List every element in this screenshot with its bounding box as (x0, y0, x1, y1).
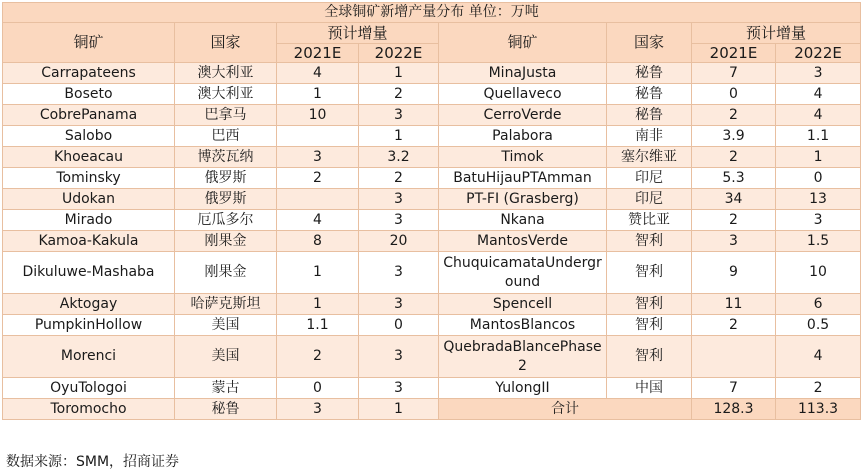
mine-name-cell: MinaJusta (439, 63, 607, 84)
value-2022-cell: 0.5 (776, 315, 861, 336)
table-row (3, 378, 861, 399)
total-2021-cell: 128.3 (692, 399, 776, 420)
value-2022-cell: 1 (359, 63, 439, 84)
value-2021-cell: 2 (277, 168, 359, 189)
value-2022-cell: 1 (359, 399, 439, 420)
table-row (3, 84, 861, 105)
table-row (3, 252, 861, 294)
table-row (3, 147, 861, 168)
value-2021-cell: 1.1 (277, 315, 359, 336)
value-2021-cell: 1 (277, 252, 359, 294)
value-2021-cell: 4 (277, 210, 359, 231)
value-2021-cell (277, 189, 359, 210)
value-2021-cell: 7 (692, 378, 776, 399)
country-cell: 塞尔维亚 (607, 147, 692, 168)
country-cell: 蒙古 (175, 378, 277, 399)
mine-name-cell: QuebradaBlancePhase2 (439, 336, 607, 378)
table-row (3, 231, 861, 252)
value-2021-cell: 3.9 (692, 126, 776, 147)
table-row (3, 315, 861, 336)
value-2022-cell: 2 (359, 168, 439, 189)
country-cell: 刚果金 (175, 252, 277, 294)
value-2022-cell: 1.5 (776, 231, 861, 252)
value-2021-cell: 8 (277, 231, 359, 252)
mine-name-cell: CerroVerde (439, 105, 607, 126)
header-increase-right: 预计增量 (692, 23, 861, 44)
country-cell: 南非 (607, 126, 692, 147)
mine-name-cell: Spencell (439, 294, 607, 315)
mine-name-cell: MantosBlancos (439, 315, 607, 336)
country-cell: 印尼 (607, 168, 692, 189)
copper-mine-table (2, 2, 861, 420)
country-cell: 中国 (607, 378, 692, 399)
value-2022-cell: 2 (776, 378, 861, 399)
country-cell: 博茨瓦纳 (175, 147, 277, 168)
country-cell: 俄罗斯 (175, 168, 277, 189)
country-cell: 澳大利亚 (175, 63, 277, 84)
value-2021-cell: 11 (692, 294, 776, 315)
mine-name-cell: Salobo (3, 126, 175, 147)
mine-name-cell: Dikuluwe-Mashaba (3, 252, 175, 294)
value-2022-cell: 13 (776, 189, 861, 210)
total-2022-cell: 113.3 (776, 399, 861, 420)
value-2021-cell: 0 (277, 378, 359, 399)
country-cell: 俄罗斯 (175, 189, 277, 210)
mine-name-cell: Khoeacau (3, 147, 175, 168)
mine-name-cell: PumpkinHollow (3, 315, 175, 336)
header-country-left: 国家 (175, 23, 277, 63)
mine-name-cell: Palabora (439, 126, 607, 147)
mine-name-cell: Boseto (3, 84, 175, 105)
value-2021-cell (692, 336, 776, 378)
value-2022-cell: 2 (359, 84, 439, 105)
table-row (3, 168, 861, 189)
table-row (3, 210, 861, 231)
table-body (3, 63, 861, 420)
value-2021-cell: 2 (692, 210, 776, 231)
table-row (3, 294, 861, 315)
total-label-cell: 合计 (439, 399, 692, 420)
country-cell: 刚果金 (175, 231, 277, 252)
mine-name-cell: Nkana (439, 210, 607, 231)
header-2021-left: 2021E (277, 44, 359, 63)
header-increase-left: 预计增量 (277, 23, 439, 44)
country-cell: 哈萨克斯坦 (175, 294, 277, 315)
mine-name-cell: Aktogay (3, 294, 175, 315)
value-2022-cell: 10 (776, 252, 861, 294)
value-2021-cell: 2 (692, 147, 776, 168)
country-cell: 智利 (607, 231, 692, 252)
country-cell: 巴拿马 (175, 105, 277, 126)
country-cell: 智利 (607, 294, 692, 315)
value-2022-cell: 4 (776, 105, 861, 126)
value-2021-cell: 34 (692, 189, 776, 210)
mine-name-cell: Quellaveco (439, 84, 607, 105)
value-2021-cell: 5.3 (692, 168, 776, 189)
value-2022-cell: 0 (359, 315, 439, 336)
country-cell: 智利 (607, 315, 692, 336)
mine-name-cell: Toromocho (3, 399, 175, 420)
mine-name-cell: BatuHijauPTAmman (439, 168, 607, 189)
mine-name-cell: Morenci (3, 336, 175, 378)
mine-name-cell: MantosVerde (439, 231, 607, 252)
value-2022-cell: 1.1 (776, 126, 861, 147)
country-cell: 智利 (607, 252, 692, 294)
source-note: 数据来源：SMM，招商证券 (6, 454, 180, 470)
value-2021-cell: 2 (277, 336, 359, 378)
value-2022-cell: 3 (359, 252, 439, 294)
value-2021-cell: 9 (692, 252, 776, 294)
mine-name-cell: YulongII (439, 378, 607, 399)
value-2021-cell: 1 (277, 294, 359, 315)
value-2022-cell: 20 (359, 231, 439, 252)
country-cell: 美国 (175, 336, 277, 378)
country-cell: 秘鲁 (175, 399, 277, 420)
header-2022-left: 2022E (359, 44, 439, 63)
value-2021-cell: 3 (692, 231, 776, 252)
value-2021-cell: 10 (277, 105, 359, 126)
table-title: 全球铜矿新增产量分布 单位：万吨 (3, 3, 861, 23)
country-cell: 秘鲁 (607, 63, 692, 84)
value-2021-cell: 2 (692, 315, 776, 336)
value-2022-cell: 3 (359, 189, 439, 210)
value-2022-cell: 3 (776, 210, 861, 231)
table-row (3, 126, 861, 147)
header-mine-right: 铜矿 (439, 23, 607, 63)
country-cell: 美国 (175, 315, 277, 336)
mine-name-cell: Tominsky (3, 168, 175, 189)
mine-name-cell: Kamoa-Kakula (3, 231, 175, 252)
header-country-right: 国家 (607, 23, 692, 63)
country-cell: 秘鲁 (607, 84, 692, 105)
value-2021-cell: 7 (692, 63, 776, 84)
mine-name-cell: Mirado (3, 210, 175, 231)
table-row (3, 336, 861, 378)
value-2021-cell (277, 126, 359, 147)
mine-name-cell: Udokan (3, 189, 175, 210)
value-2022-cell: 1 (776, 147, 861, 168)
value-2021-cell: 3 (277, 147, 359, 168)
value-2022-cell: 3.2 (359, 147, 439, 168)
value-2021-cell: 0 (692, 84, 776, 105)
mine-name-cell: OyuTologoi (3, 378, 175, 399)
table-row (3, 399, 861, 420)
mine-name-cell: PT-FI (Grasberg) (439, 189, 607, 210)
value-2021-cell: 2 (692, 105, 776, 126)
value-2022-cell: 4 (776, 84, 861, 105)
country-cell: 秘鲁 (607, 105, 692, 126)
country-cell: 印尼 (607, 189, 692, 210)
mine-name-cell: Timok (439, 147, 607, 168)
table-row (3, 63, 861, 84)
country-cell: 智利 (607, 336, 692, 378)
mine-name-cell: ChuquicamataUnderground (439, 252, 607, 294)
country-cell: 赞比亚 (607, 210, 692, 231)
value-2022-cell: 3 (359, 378, 439, 399)
header-mine-left: 铜矿 (3, 23, 175, 63)
header-2022-right: 2022E (776, 44, 861, 63)
country-cell: 澳大利亚 (175, 84, 277, 105)
mine-name-cell: Carrapateens (3, 63, 175, 84)
value-2022-cell: 3 (359, 210, 439, 231)
country-cell: 巴西 (175, 126, 277, 147)
value-2022-cell: 3 (359, 336, 439, 378)
value-2022-cell: 3 (359, 105, 439, 126)
header-2021-right: 2021E (692, 44, 776, 63)
value-2022-cell: 1 (359, 126, 439, 147)
mine-name-cell: CobrePanama (3, 105, 175, 126)
value-2021-cell: 4 (277, 63, 359, 84)
value-2021-cell: 1 (277, 84, 359, 105)
value-2022-cell: 6 (776, 294, 861, 315)
table-row (3, 105, 861, 126)
value-2022-cell: 3 (359, 294, 439, 315)
value-2022-cell: 4 (776, 336, 861, 378)
country-cell: 厄瓜多尔 (175, 210, 277, 231)
table-row (3, 189, 861, 210)
value-2021-cell: 3 (277, 399, 359, 420)
value-2022-cell: 3 (776, 63, 861, 84)
value-2022-cell: 0 (776, 168, 861, 189)
